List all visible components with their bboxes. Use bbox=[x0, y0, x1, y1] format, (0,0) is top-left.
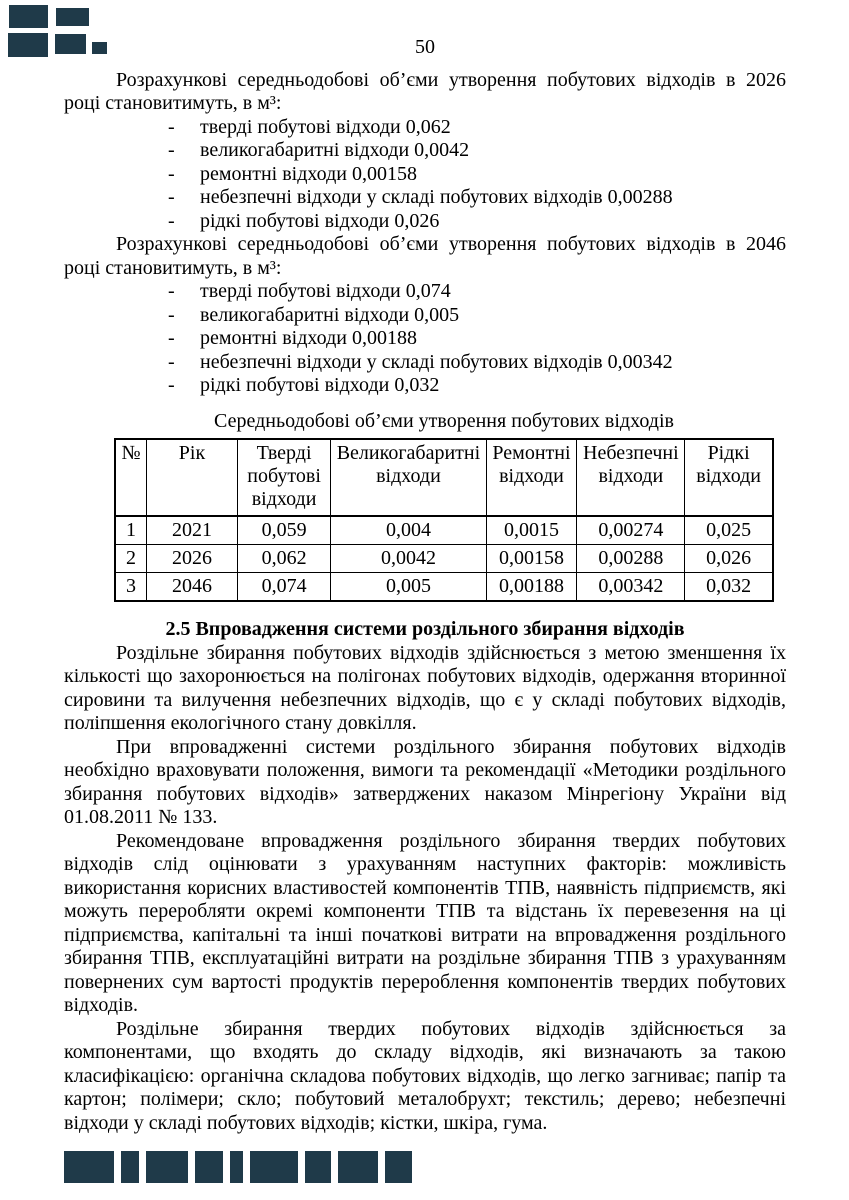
list-item bbox=[64, 280, 786, 304]
list-item bbox=[64, 186, 786, 210]
list-item bbox=[64, 163, 786, 187]
list-item bbox=[64, 304, 786, 328]
paragraph-methodology-order: При впровадженні системи роздільного збирання побутових відходів необхідно враховувати положення, вимоги та рекомендації «Методики роздільного збирання побутових відходів» затверджених наказом Мінрегіону України від 01.08.2011 № 133. bbox=[64, 735, 786, 828]
scan-artifact-block bbox=[230, 1151, 243, 1183]
dash-marker: - bbox=[168, 350, 175, 373]
cell-solid: 0,059 bbox=[237, 516, 330, 545]
cell-hazardous: 0,00288 bbox=[577, 545, 685, 573]
bullet-list-2046 bbox=[64, 280, 786, 398]
col-header-repair-waste: Ремонтні відходи bbox=[486, 439, 577, 516]
dash-marker: - bbox=[168, 280, 175, 302]
waste-volumes-table bbox=[114, 438, 774, 602]
paragraph-separate-collection-goal: Роздільне збирання побутових відходів здійснюється з метою зменшення їх кількості що захоронюється на полігонах побутових відходів, одержання вторинної сировини та вилучення небезпечних відходів, що є у складі побутових відходів, поліпшення екологічного стану довкілля. bbox=[64, 641, 786, 734]
dash-marker: - bbox=[168, 186, 175, 208]
list-item-text: великогабаритні відходи 0,005 bbox=[200, 303, 460, 326]
cell-year: 2021 bbox=[147, 516, 238, 545]
paragraph-implementation-factors: Рекомендоване впровадження роздільного збирання твердих побутових відходів слід оцінювати з урахуванням наступних факторів: можливість використання корисних властивостей компонентів ТПВ, наявність підприємств, які можуть переробляти окремі компоненти ТПВ та відстань їх перевезення на ці підприємства, капітальні та інші початкові витрати на впровадження роздільного збирання ТПВ, експлуатаційні витрати на роздільне збирання ТПВ з урахуванням повернених сум вартості продуктів перероблення компонентів твердих побутових відходів. bbox=[64, 829, 786, 1016]
cell-liquid: 0,032 bbox=[685, 573, 773, 602]
cell-bulky: 0,0042 bbox=[331, 545, 486, 573]
col-header-hazardous-waste: Небезпечні відходи bbox=[577, 439, 685, 516]
cell-repair: 0,0015 bbox=[486, 516, 577, 545]
list-item-text: тверді побутові відходи 0,062 bbox=[200, 115, 451, 138]
cell-hazardous: 0,00342 bbox=[577, 573, 685, 602]
dash-marker: - bbox=[168, 115, 175, 138]
list-item-text: рідкі побутові відходи 0,026 bbox=[200, 209, 440, 232]
scan-artifact-block bbox=[56, 8, 89, 26]
page-content bbox=[64, 36, 786, 1135]
table-row bbox=[115, 573, 773, 602]
list-item-text: тверді побутові відходи 0,074 bbox=[200, 280, 451, 302]
cell-year: 2046 bbox=[147, 573, 238, 602]
paragraph-waste-classification: Роздільне збирання твердих побутових відходів здійснюється за компонентами, що входять до складу відходів, які визначають за такою класифікацією: органічна складова побутових відходів, що легко загниває; папір та картон; полімери; скло; побутовий металобрухт; текстиль; дерево; небезпечні відходи у складі побутових відходів; кістки, шкіра, гума. bbox=[64, 1017, 786, 1134]
paragraph-intro-2026: Розрахункові середньодобові об’єми утворення побутових відходів в 2026 році становитимуть, в м³: bbox=[64, 68, 786, 114]
list-item bbox=[64, 374, 786, 398]
table-caption: Середньодобові об’єми утворення побутових відходів bbox=[214, 409, 674, 432]
scan-artifact-block bbox=[195, 1151, 223, 1183]
cell-number: 1 bbox=[115, 516, 147, 545]
scan-artifact-block bbox=[64, 1151, 114, 1183]
list-item bbox=[64, 210, 786, 234]
scan-artifact-block bbox=[305, 1151, 331, 1183]
table-row bbox=[115, 516, 773, 545]
dash-marker: - bbox=[168, 374, 175, 396]
list-item bbox=[64, 351, 786, 375]
col-header-year: Рік bbox=[147, 439, 238, 516]
scan-artifact-block bbox=[338, 1151, 378, 1183]
scan-artifact-block bbox=[8, 33, 48, 57]
list-item-text: великогабаритні відходи 0,0042 bbox=[200, 139, 470, 161]
col-header-number: № bbox=[115, 439, 147, 516]
col-header-solid-waste: Тверді побутові відходи bbox=[237, 439, 330, 516]
cell-liquid: 0,026 bbox=[685, 545, 773, 573]
list-item-text: рідкі побутові відходи 0,032 bbox=[200, 374, 440, 396]
list-item bbox=[64, 116, 786, 140]
table-row bbox=[115, 545, 773, 573]
bullet-list-2026 bbox=[64, 116, 786, 234]
section-heading-2-5: 2.5 Впровадження системи роздільного збирання відходів bbox=[165, 618, 685, 640]
col-header-bulky-waste: Великогабаритні відходи bbox=[331, 439, 486, 516]
cell-solid: 0,062 bbox=[237, 545, 330, 573]
col-header-liquid-waste: Рідкі відходи bbox=[685, 439, 773, 516]
list-item-text: небезпечні відходи у складі побутових відходів 0,00342 bbox=[200, 350, 673, 373]
page-number: 50 bbox=[415, 36, 435, 58]
scan-artifact-block bbox=[250, 1151, 298, 1183]
scan-artifact-row bbox=[64, 1151, 412, 1183]
cell-bulky: 0,004 bbox=[331, 516, 486, 545]
dash-marker: - bbox=[168, 327, 175, 349]
cell-solid: 0,074 bbox=[237, 573, 330, 602]
scan-artifact-block bbox=[146, 1151, 188, 1183]
cell-liquid: 0,025 bbox=[685, 516, 773, 545]
cell-repair: 0,00188 bbox=[486, 573, 577, 602]
scan-artifact-block bbox=[385, 1151, 412, 1183]
cell-year: 2026 bbox=[147, 545, 238, 573]
dash-marker: - bbox=[168, 209, 175, 232]
dash-marker: - bbox=[168, 139, 175, 161]
scan-artifact-block bbox=[9, 5, 48, 28]
dash-marker: - bbox=[168, 162, 175, 185]
list-item bbox=[64, 327, 786, 351]
list-item-text: ремонтні відходи 0,00158 bbox=[200, 162, 417, 185]
list-item-text: небезпечні відходи у складі побутових відходів 0,00288 bbox=[200, 186, 673, 208]
dash-marker: - bbox=[168, 303, 175, 326]
cell-repair: 0,00158 bbox=[486, 545, 577, 573]
cell-number: 3 bbox=[115, 573, 147, 602]
table-header-row bbox=[115, 439, 773, 516]
paragraph-intro-2046: Розрахункові середньодобові об’єми утворення побутових відходів в 2046 році становитимуть, в м³: bbox=[64, 233, 786, 279]
table-section bbox=[114, 410, 774, 603]
list-item-text: ремонтні відходи 0,00188 bbox=[200, 327, 417, 349]
cell-hazardous: 0,00274 bbox=[577, 516, 685, 545]
scan-artifact-block bbox=[121, 1151, 139, 1183]
list-item bbox=[64, 139, 786, 163]
cell-bulky: 0,005 bbox=[331, 573, 486, 602]
cell-number: 2 bbox=[115, 545, 147, 573]
